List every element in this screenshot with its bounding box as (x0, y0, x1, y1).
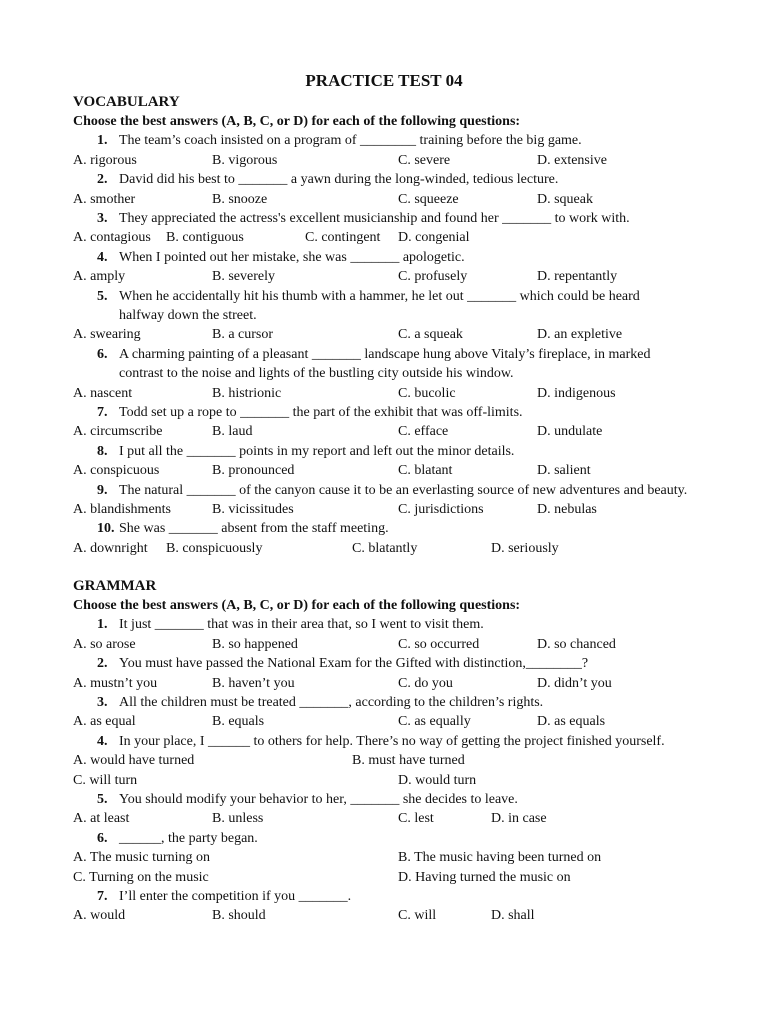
option-c: C. severe (398, 152, 451, 168)
question (97, 732, 697, 751)
option-row (0, 635, 768, 654)
question-number: 7. (97, 404, 108, 420)
option-a: A. blandishments (73, 501, 171, 517)
option-row (0, 906, 768, 925)
option-d: D. in case (491, 811, 547, 827)
option-row (0, 228, 768, 247)
option-row (0, 384, 768, 403)
question-number: 4. (97, 249, 108, 265)
question (97, 693, 697, 712)
option-a: A. smother (73, 191, 136, 207)
question-text: When he accidentally hit his thumb with a hammer, he let out _______ which could be heard halfway down the street. (119, 288, 640, 323)
question-text: You must have passed the National Exam for the Gifted with distinction,________? (119, 656, 589, 672)
option-d: D. extensive (537, 152, 607, 168)
option-c: C. blatantly (352, 540, 418, 556)
option-a: A. downright (73, 540, 148, 556)
option-c: C. lest (398, 811, 434, 827)
question (97, 403, 697, 422)
option-b: B. a cursor (212, 327, 274, 343)
option-a: A. circumscribe (73, 424, 163, 440)
option-a: A. mustn’t you (73, 675, 158, 691)
question (97, 481, 697, 500)
option-a: A. at least (73, 811, 130, 827)
question-number: 1. (97, 617, 108, 633)
option-b: B. unless (212, 811, 264, 827)
question (97, 170, 697, 189)
option-d: D. would turn (398, 772, 477, 788)
option-b: B. equals (212, 714, 265, 730)
option-c: C. as equally (398, 714, 471, 730)
question-number: 6. (97, 830, 108, 846)
question-text: All the children must be treated _______, according to the children’s rights. (119, 694, 544, 710)
option-b: B. conspicuously (166, 540, 263, 556)
option-d: D. nebulas (537, 501, 597, 517)
option-b: B. laud (212, 424, 253, 440)
grammar-section (0, 576, 768, 926)
question-number: 2. (97, 656, 108, 672)
option-a: A. so arose (73, 636, 136, 652)
option-b: B. contiguous (166, 230, 244, 246)
option-b: B. histrionic (212, 385, 282, 401)
question (97, 287, 697, 326)
option-row (0, 461, 768, 480)
option-d: D. undulate (537, 424, 603, 440)
option-row (0, 190, 768, 209)
section-instruction: Choose the best answers (A, B, C, or D) for each of the following questions: (73, 114, 521, 129)
question (97, 829, 697, 848)
section-instruction: Choose the best answers (A, B, C, or D) for each of the following questions: (73, 598, 521, 613)
option-row (0, 422, 768, 441)
option-c: C. do you (398, 675, 453, 691)
option-d: D. as equals (537, 714, 606, 730)
question-number: 9. (97, 482, 108, 498)
option-row (0, 151, 768, 170)
section-heading: VOCABULARY (73, 94, 180, 110)
option-c: C. Turning on the music (73, 869, 209, 885)
question-text: David did his best to _______ a yawn during the long-winded, tedious lecture. (119, 172, 559, 188)
option-c: C. contingent (305, 230, 381, 246)
question-text: They appreciated the actress's excellent musicianship and found her _______ to work with. (119, 210, 630, 226)
option-a: A. would have turned (73, 753, 195, 769)
question-text: She was _______ absent from the staff meeting. (119, 521, 389, 537)
question-number: 10. (97, 521, 115, 537)
option-b: B. The music having been turned on (398, 850, 602, 866)
question-number: 2. (97, 172, 108, 188)
option-row (0, 267, 768, 286)
option-row (0, 712, 768, 731)
question-text: The natural _______ of the canyon cause it to be an everlasting source of new adventures and beauty. (119, 482, 688, 498)
page-title: PRACTICE TEST 04 (305, 71, 463, 90)
option-d: D. repentantly (537, 269, 618, 285)
option-b: B. vigorous (212, 152, 278, 168)
option-c: C. will (398, 908, 437, 924)
option-c: C. profusely (398, 269, 468, 285)
option-row (0, 325, 768, 344)
question-text: When I pointed out her mistake, she was _______ apologetic. (119, 249, 465, 265)
option-a: A. contagious (73, 230, 151, 246)
option-c: C. jurisdictions (398, 501, 484, 517)
question-text: I’ll enter the competition if you _______. (119, 888, 352, 904)
option-d: D. congenial (398, 230, 470, 246)
option-c: C. a squeak (398, 327, 463, 343)
option-d: D. so chanced (537, 636, 616, 652)
question-text: Todd set up a rope to _______ the part of the exhibit that was off-limits. (119, 404, 523, 420)
option-a: A. would (73, 908, 126, 924)
option-d: D. indigenous (537, 385, 616, 401)
question-number: 7. (97, 888, 108, 904)
option-b: B. should (212, 908, 266, 924)
option-row (0, 674, 768, 693)
option-b: B. vicissitudes (212, 501, 294, 517)
option-c: C. squeeze (398, 191, 459, 207)
question (97, 345, 697, 384)
option-a: A. nascent (73, 385, 133, 401)
question (97, 654, 697, 673)
option-a: A. The music turning on (73, 850, 211, 866)
option-c: C. bucolic (398, 385, 456, 401)
option-a: A. swearing (73, 327, 141, 343)
option-d: D. salient (537, 463, 591, 479)
question-text: It just _______ that was in their area that, so I went to visit them. (119, 617, 484, 633)
option-d: D. seriously (491, 540, 559, 556)
question-number: 5. (97, 791, 108, 807)
option-row (0, 848, 768, 887)
option-d: D. squeak (537, 191, 593, 207)
question (97, 887, 697, 906)
question-text: I put all the _______ points in my report and left out the minor details. (119, 443, 515, 459)
question-number: 3. (97, 210, 108, 226)
option-d: D. Having turned the music on (398, 869, 571, 885)
question-text: You should modify your behavior to her, _______ she decides to leave. (119, 791, 518, 807)
question (97, 442, 697, 461)
option-a: A. conspicuous (73, 463, 160, 479)
option-b: B. pronounced (212, 463, 295, 479)
question-number: 8. (97, 443, 108, 459)
question-number: 1. (97, 133, 108, 149)
option-d: D. didn’t you (537, 675, 612, 691)
question-number: 4. (97, 733, 108, 749)
question (97, 615, 697, 634)
option-d: D. an expletive (537, 327, 623, 343)
option-row (0, 539, 768, 558)
section-heading: GRAMMAR (73, 578, 157, 594)
option-d: D. shall (491, 908, 535, 924)
option-b: B. haven’t you (212, 675, 295, 691)
question-number: 3. (97, 694, 108, 710)
option-row (0, 809, 768, 828)
question-number: 5. (97, 288, 108, 304)
option-c: C. will turn (73, 772, 138, 788)
question (97, 790, 697, 809)
question-text: In your place, I ______ to others for help. There’s no way of getting the project finished yourself. (119, 733, 665, 749)
question (97, 519, 697, 538)
question (97, 248, 697, 267)
option-a: A. as equal (73, 714, 136, 730)
question (97, 131, 697, 150)
question-text: The team’s coach insisted on a program of ________ training before the big game. (119, 133, 582, 149)
option-b: B. must have turned (352, 753, 465, 769)
question-text: ______, the party began. (119, 830, 258, 846)
option-c: C. blatant (398, 463, 453, 479)
option-b: B. severely (212, 269, 275, 285)
option-b: B. so happened (212, 636, 298, 652)
question-number: 6. (97, 346, 108, 362)
question-text: A charming painting of a pleasant _______ landscape hung above Vitaly’s fireplace, in marked contrast to the noise and lights of the bustling city outside his window. (119, 346, 651, 382)
option-c: C. efface (398, 424, 449, 440)
option-c: C. so occurred (398, 636, 480, 652)
option-row (0, 500, 768, 519)
option-row (0, 751, 768, 790)
vocabulary-section (0, 92, 768, 558)
option-a: A. rigorous (73, 152, 137, 168)
option-a: A. amply (73, 269, 126, 285)
question (97, 209, 697, 228)
option-b: B. snooze (212, 191, 268, 207)
